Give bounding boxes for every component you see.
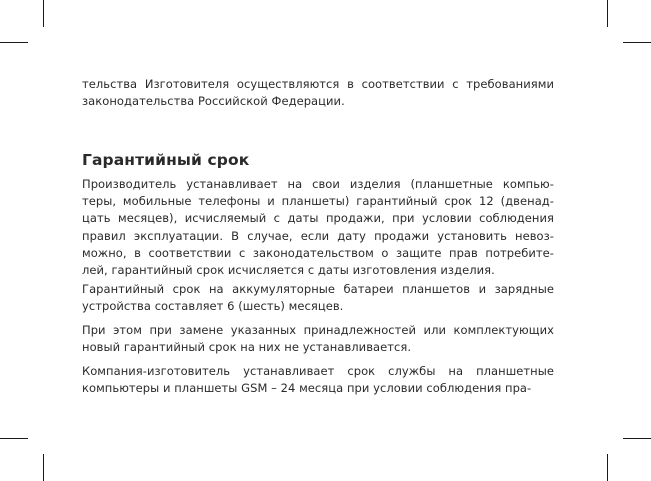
text-line: новый гарантийный срок на них не устанавливается.	[82, 340, 412, 355]
text-line: правил эксплуатации. В случае, если дату продажи установить невоз-	[82, 228, 554, 243]
intro-paragraph	[82, 76, 554, 110]
text-line: можно, в соответствии с законодательством о защите прав потребите-	[82, 245, 554, 260]
text-line: Компания-изготовитель устанавливает срок службы на планшетные	[82, 364, 554, 378]
crop-mark-top-left-horizontal	[0, 42, 28, 43]
crop-mark-top-right-vertical	[607, 0, 608, 27]
crop-mark-bottom-right-horizontal	[623, 438, 651, 439]
text-line: цать месяцев), исчисляемый с даты продажи, при условии соблюдения	[82, 211, 554, 226]
replacement-paragraph	[82, 322, 554, 356]
text-line: теры, мобильные телефоны и планшеты) гарантийный срок 12 (двенад-	[82, 194, 554, 209]
section-heading: Гарантийный срок	[82, 151, 250, 169]
crop-mark-bottom-right-vertical	[607, 454, 608, 481]
text-line: Производитель устанавливает на свои изделия (планшетные компью-	[82, 177, 554, 191]
service-life-paragraph	[82, 363, 554, 397]
crop-mark-bottom-left-horizontal	[0, 438, 28, 439]
text-line: Гарантийный срок на аккумуляторные батареи планшетов и зарядные	[82, 282, 554, 296]
crop-mark-bottom-left-vertical	[43, 454, 44, 481]
text-line: законодательства Российской Федерации.	[82, 94, 345, 109]
battery-warranty-paragraph	[82, 281, 554, 315]
crop-mark-top-left-vertical	[43, 0, 44, 27]
crop-mark-top-right-horizontal	[623, 42, 651, 43]
text-line: компьютеры и планшеты GSM – 24 месяца при условии соблюдения пра-	[82, 381, 532, 396]
text-line: При этом при замене указанных принадлежностей или комплектующих	[82, 323, 554, 337]
text-line: устройства составляет 6 (шесть) месяцев.	[82, 299, 344, 314]
text-line: лей, гарантийный срок исчисляется с даты изготовления изделия.	[82, 263, 495, 278]
text-line: тельства Изготовителя осуществляются в соответствии с требованиями	[82, 77, 554, 91]
warranty-paragraph	[82, 176, 554, 279]
